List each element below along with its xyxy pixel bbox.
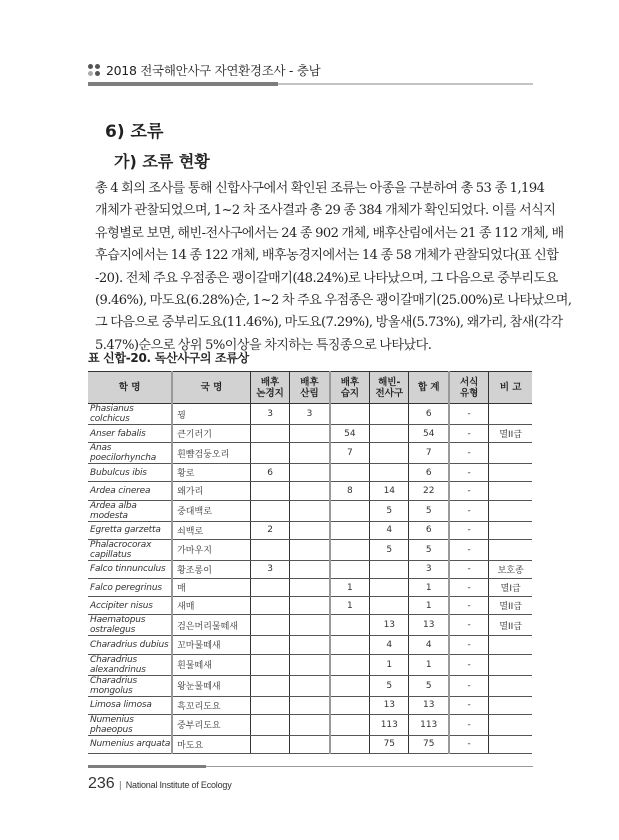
scientific-name-cell: Falco peregrinus: [88, 578, 172, 596]
forest-count-cell: [290, 500, 330, 521]
korean-name-cell: 황조롱이: [172, 560, 250, 578]
scientific-name-cell: Accipiter nisus: [88, 597, 172, 615]
beach-dune-count-cell: [370, 597, 409, 615]
wetland-count-cell: [330, 521, 370, 539]
remarks-cell: [489, 404, 532, 425]
running-header-title: 2018 전국해안사구 자연환경조사 - 충남: [106, 63, 321, 78]
wetland-count-cell: [330, 654, 370, 675]
paddy-count-cell: 6: [250, 464, 289, 482]
total-count-cell: 6: [409, 464, 449, 482]
beach-dune-count-cell: 4: [370, 521, 409, 539]
beach-dune-count-cell: 4: [370, 636, 409, 654]
scientific-name-cell: Haematopus ostralegus: [88, 615, 172, 636]
wetland-count-cell: 8: [330, 482, 370, 500]
total-count-cell: 13: [409, 615, 449, 636]
forest-count-cell: [290, 521, 330, 539]
remarks-cell: [489, 714, 532, 735]
table-row: [88, 597, 532, 615]
paddy-count-cell: [250, 615, 289, 636]
remarks-cell: 멸II급: [489, 597, 532, 615]
table-caption: 표 신합-20. 독산사구의 조류상: [88, 351, 249, 365]
korean-name-cell: 쇠백로: [172, 521, 250, 539]
wetland-count-cell: [330, 615, 370, 636]
habitat-type-cell: -: [449, 597, 489, 615]
footer-rule: [88, 765, 533, 769]
korean-name-cell: 꿩: [172, 404, 250, 425]
beach-dune-count-cell: 5: [370, 500, 409, 521]
habitat-type-cell: -: [449, 443, 489, 464]
habitat-type-cell: -: [449, 675, 489, 696]
paddy-count-cell: [250, 636, 289, 654]
total-count-cell: 1: [409, 654, 449, 675]
wetland-count-cell: [330, 539, 370, 560]
forest-count-cell: [290, 539, 330, 560]
paddy-count-cell: 3: [250, 404, 289, 425]
beach-dune-count-cell: 13: [370, 615, 409, 636]
total-count-cell: 5: [409, 500, 449, 521]
beach-dune-count-cell: 1: [370, 654, 409, 675]
paddy-count-cell: 2: [250, 521, 289, 539]
scientific-name-cell: Ardea alba modesta: [88, 500, 172, 521]
habitat-type-cell: -: [449, 500, 489, 521]
table-row: [88, 636, 532, 654]
remarks-cell: [489, 482, 532, 500]
table-row: [88, 714, 532, 735]
total-count-cell: 5: [409, 539, 449, 560]
body-paragraph: [89, 178, 572, 357]
table-row: [88, 578, 532, 596]
wetland-count-cell: [330, 714, 370, 735]
paddy-count-cell: [250, 714, 289, 735]
remarks-cell: [489, 735, 532, 753]
paddy-count-cell: [250, 500, 289, 521]
beach-dune-count-cell: 113: [370, 714, 409, 735]
header-scientific-name: 학 명: [88, 372, 172, 404]
table-row: [88, 654, 532, 675]
paragraph-line: (9.46%), 마도요(6.28%)순, 1~2 차 주요 우점종은 괭이갈매기(25.00%)로 나타났으며,: [95, 293, 572, 309]
paddy-count-cell: [250, 425, 289, 443]
scientific-name-cell: Limosa limosa: [88, 696, 172, 714]
wetland-count-cell: [330, 735, 370, 753]
beach-dune-count-cell: [370, 464, 409, 482]
forest-count-cell: [290, 464, 330, 482]
korean-name-cell: 흰뺨검둥오리: [172, 443, 250, 464]
korean-name-cell: 흑꼬리도요: [172, 696, 250, 714]
habitat-type-cell: -: [449, 696, 489, 714]
scientific-name-cell: Anas poecilorhyncha: [88, 443, 172, 464]
scientific-name-cell: Charadrius mongolus: [88, 675, 172, 696]
korean-name-cell: 황로: [172, 464, 250, 482]
korean-name-cell: 중부리도요: [172, 714, 250, 735]
wetland-count-cell: 1: [330, 578, 370, 596]
table-row: [88, 482, 532, 500]
wetland-count-cell: 54: [330, 425, 370, 443]
remarks-cell: 보호종: [489, 560, 532, 578]
table-row: [88, 500, 532, 521]
scientific-name-cell: Bubulcus ibis: [88, 464, 172, 482]
remarks-cell: 멸II급: [489, 425, 532, 443]
wetland-count-cell: 7: [330, 443, 370, 464]
scientific-name-cell: Charadrius dubius: [88, 636, 172, 654]
habitat-type-cell: -: [449, 464, 489, 482]
habitat-type-cell: -: [449, 560, 489, 578]
habitat-type-cell: -: [449, 425, 489, 443]
total-count-cell: 54: [409, 425, 449, 443]
header-rule: [88, 82, 533, 86]
korean-name-cell: 흰물떼새: [172, 654, 250, 675]
remarks-cell: [489, 500, 532, 521]
total-count-cell: 1: [409, 578, 449, 596]
paragraph-line: 후습지에서는 14 종 122 개체, 배후농경지에서는 14 종 58 개체가 관찰되었다(표 신합: [95, 248, 559, 264]
habitat-type-cell: -: [449, 714, 489, 735]
wetland-count-cell: [330, 636, 370, 654]
total-count-cell: 1: [409, 597, 449, 615]
beach-dune-count-cell: [370, 404, 409, 425]
korean-name-cell: 중대백로: [172, 500, 250, 521]
remarks-cell: [489, 521, 532, 539]
scientific-name-cell: Phalacrocorax capillatus: [88, 539, 172, 560]
wetland-count-cell: [330, 464, 370, 482]
total-count-cell: 22: [409, 482, 449, 500]
scientific-name-cell: Charadrius alexandrinus: [88, 654, 172, 675]
korean-name-cell: 새매: [172, 597, 250, 615]
paddy-count-cell: [250, 578, 289, 596]
paragraph-line: 그 다음으로 중부리도요(11.46%), 마도요(7.29%), 방울새(5.73%), 왜가리, 참새(각각: [95, 315, 563, 331]
paddy-count-cell: [250, 735, 289, 753]
beach-dune-count-cell: 14: [370, 482, 409, 500]
korean-name-cell: 큰기러기: [172, 425, 250, 443]
paragraph-line: 유형별로 보면, 해빈-전사구에서는 24 종 902 개체, 배후산림에서는 21 종 112 개체, 배: [95, 225, 564, 241]
korean-name-cell: 검은머리물떼새: [172, 615, 250, 636]
paddy-count-cell: [250, 654, 289, 675]
paddy-count-cell: [250, 539, 289, 560]
paddy-count-cell: [250, 696, 289, 714]
habitat-type-cell: -: [449, 482, 489, 500]
footer-organization: National Institute of Ecology: [125, 780, 232, 790]
wetland-count-cell: [330, 500, 370, 521]
remarks-cell: [489, 443, 532, 464]
forest-count-cell: [290, 735, 330, 753]
forest-count-cell: [290, 597, 330, 615]
wetland-count-cell: [330, 696, 370, 714]
table-row: [88, 521, 532, 539]
habitat-type-cell: -: [449, 539, 489, 560]
forest-count-cell: 3: [290, 404, 330, 425]
forest-count-cell: [290, 425, 330, 443]
beach-dune-count-cell: 5: [370, 539, 409, 560]
table-body: [88, 404, 532, 754]
header-total: 합 계: [409, 372, 449, 404]
table-row: [88, 696, 532, 714]
remarks-cell: [489, 539, 532, 560]
paragraph-line: 개체가 관찰되었으며, 1~2 차 조사결과 총 29 종 384 개체가 확인되었다. 이를 서식지: [95, 203, 556, 219]
beach-dune-count-cell: [370, 560, 409, 578]
total-count-cell: 4: [409, 636, 449, 654]
remarks-cell: 멸II급: [489, 615, 532, 636]
header-korean-name: 국 명: [172, 372, 250, 404]
paragraph-line: 5.47%)순으로 상위 5%이상을 차지하는 특징종으로 나타났다.: [95, 337, 432, 353]
table-row: [88, 735, 532, 753]
running-header: [88, 61, 533, 86]
table-row: [88, 443, 532, 464]
habitat-type-cell: -: [449, 578, 489, 596]
forest-count-cell: [290, 654, 330, 675]
scientific-name-cell: Numenius arquata: [88, 735, 172, 753]
beach-dune-count-cell: 13: [370, 696, 409, 714]
forest-count-cell: [290, 578, 330, 596]
korean-name-cell: 가마우지: [172, 539, 250, 560]
total-count-cell: 75: [409, 735, 449, 753]
habitat-type-cell: -: [449, 735, 489, 753]
paddy-count-cell: [250, 482, 289, 500]
paddy-count-cell: 3: [250, 560, 289, 578]
forest-count-cell: [290, 443, 330, 464]
wetland-count-cell: 1: [330, 597, 370, 615]
remarks-cell: [489, 675, 532, 696]
forest-count-cell: [290, 714, 330, 735]
scientific-name-cell: Ardea cinerea: [88, 482, 172, 500]
habitat-type-cell: -: [449, 615, 489, 636]
forest-count-cell: [290, 560, 330, 578]
paddy-count-cell: [250, 443, 289, 464]
paragraph-line: -20). 전체 주요 우점종은 괭이갈매기(48.24%)로 나타났으며, 그 다음으로 중부리도요: [95, 270, 558, 286]
total-count-cell: 113: [409, 714, 449, 735]
korean-name-cell: 마도요: [172, 735, 250, 753]
habitat-type-cell: -: [449, 521, 489, 539]
remarks-cell: [489, 654, 532, 675]
total-count-cell: 6: [409, 521, 449, 539]
header-remarks: 비 고: [489, 372, 532, 404]
table-row: [88, 404, 532, 425]
paddy-count-cell: [250, 597, 289, 615]
bird-species-table: [88, 371, 532, 754]
remarks-cell: [489, 696, 532, 714]
beach-dune-count-cell: [370, 578, 409, 596]
header-beach-dune: 해빈- 전사구: [370, 372, 409, 404]
wetland-count-cell: [330, 560, 370, 578]
section-heading: 6) 조류: [105, 122, 164, 142]
wetland-count-cell: [330, 675, 370, 696]
korean-name-cell: 매: [172, 578, 250, 596]
total-count-cell: 6: [409, 404, 449, 425]
beach-dune-count-cell: 5: [370, 675, 409, 696]
header-forest: 배후 산림: [290, 372, 330, 404]
paragraph-line: 총 4 회의 조사를 통해 신합사구에서 확인된 조류는 아종을 구분하여 총 53 종 1,194: [95, 181, 545, 196]
beach-dune-count-cell: 75: [370, 735, 409, 753]
page-footer: [88, 765, 533, 793]
korean-name-cell: 왕눈물떼새: [172, 675, 250, 696]
remarks-cell: [489, 636, 532, 654]
table-row: [88, 539, 532, 560]
paddy-count-cell: [250, 675, 289, 696]
table-row: [88, 560, 532, 578]
habitat-type-cell: -: [449, 404, 489, 425]
scientific-name-cell: Egretta garzetta: [88, 521, 172, 539]
total-count-cell: 7: [409, 443, 449, 464]
remarks-cell: [489, 464, 532, 482]
table-row: [88, 464, 532, 482]
korean-name-cell: 왜가리: [172, 482, 250, 500]
scientific-name-cell: Numenius phaeopus: [88, 714, 172, 735]
beach-dune-count-cell: [370, 425, 409, 443]
header-habitat-type: 서식 유형: [449, 372, 489, 404]
table-row: [88, 615, 532, 636]
table-row: [88, 425, 532, 443]
remarks-cell: 멸I급: [489, 578, 532, 596]
header-wetland: 배후 습지: [330, 372, 370, 404]
table-row: [88, 675, 532, 696]
korean-name-cell: 꼬마물떼새: [172, 636, 250, 654]
forest-count-cell: [290, 615, 330, 636]
scientific-name-cell: Phasianus colchicus: [88, 404, 172, 425]
page-number: 236: [88, 775, 115, 792]
total-count-cell: 5: [409, 675, 449, 696]
habitat-type-cell: -: [449, 636, 489, 654]
scientific-name-cell: Anser fabalis: [88, 425, 172, 443]
forest-count-cell: [290, 636, 330, 654]
forest-count-cell: [290, 696, 330, 714]
footer-separator: |: [118, 781, 122, 791]
habitat-type-cell: -: [449, 654, 489, 675]
total-count-cell: 13: [409, 696, 449, 714]
total-count-cell: 3: [409, 560, 449, 578]
forest-count-cell: [290, 675, 330, 696]
wetland-count-cell: [330, 404, 370, 425]
scientific-name-cell: Falco tinnunculus: [88, 560, 172, 578]
beach-dune-count-cell: [370, 443, 409, 464]
four-dots-icon: [88, 64, 100, 76]
table-header-row: [88, 372, 532, 404]
header-paddy: 배후 논경지: [250, 372, 289, 404]
forest-count-cell: [290, 482, 330, 500]
subsection-heading: 가) 조류 현황: [114, 152, 210, 171]
